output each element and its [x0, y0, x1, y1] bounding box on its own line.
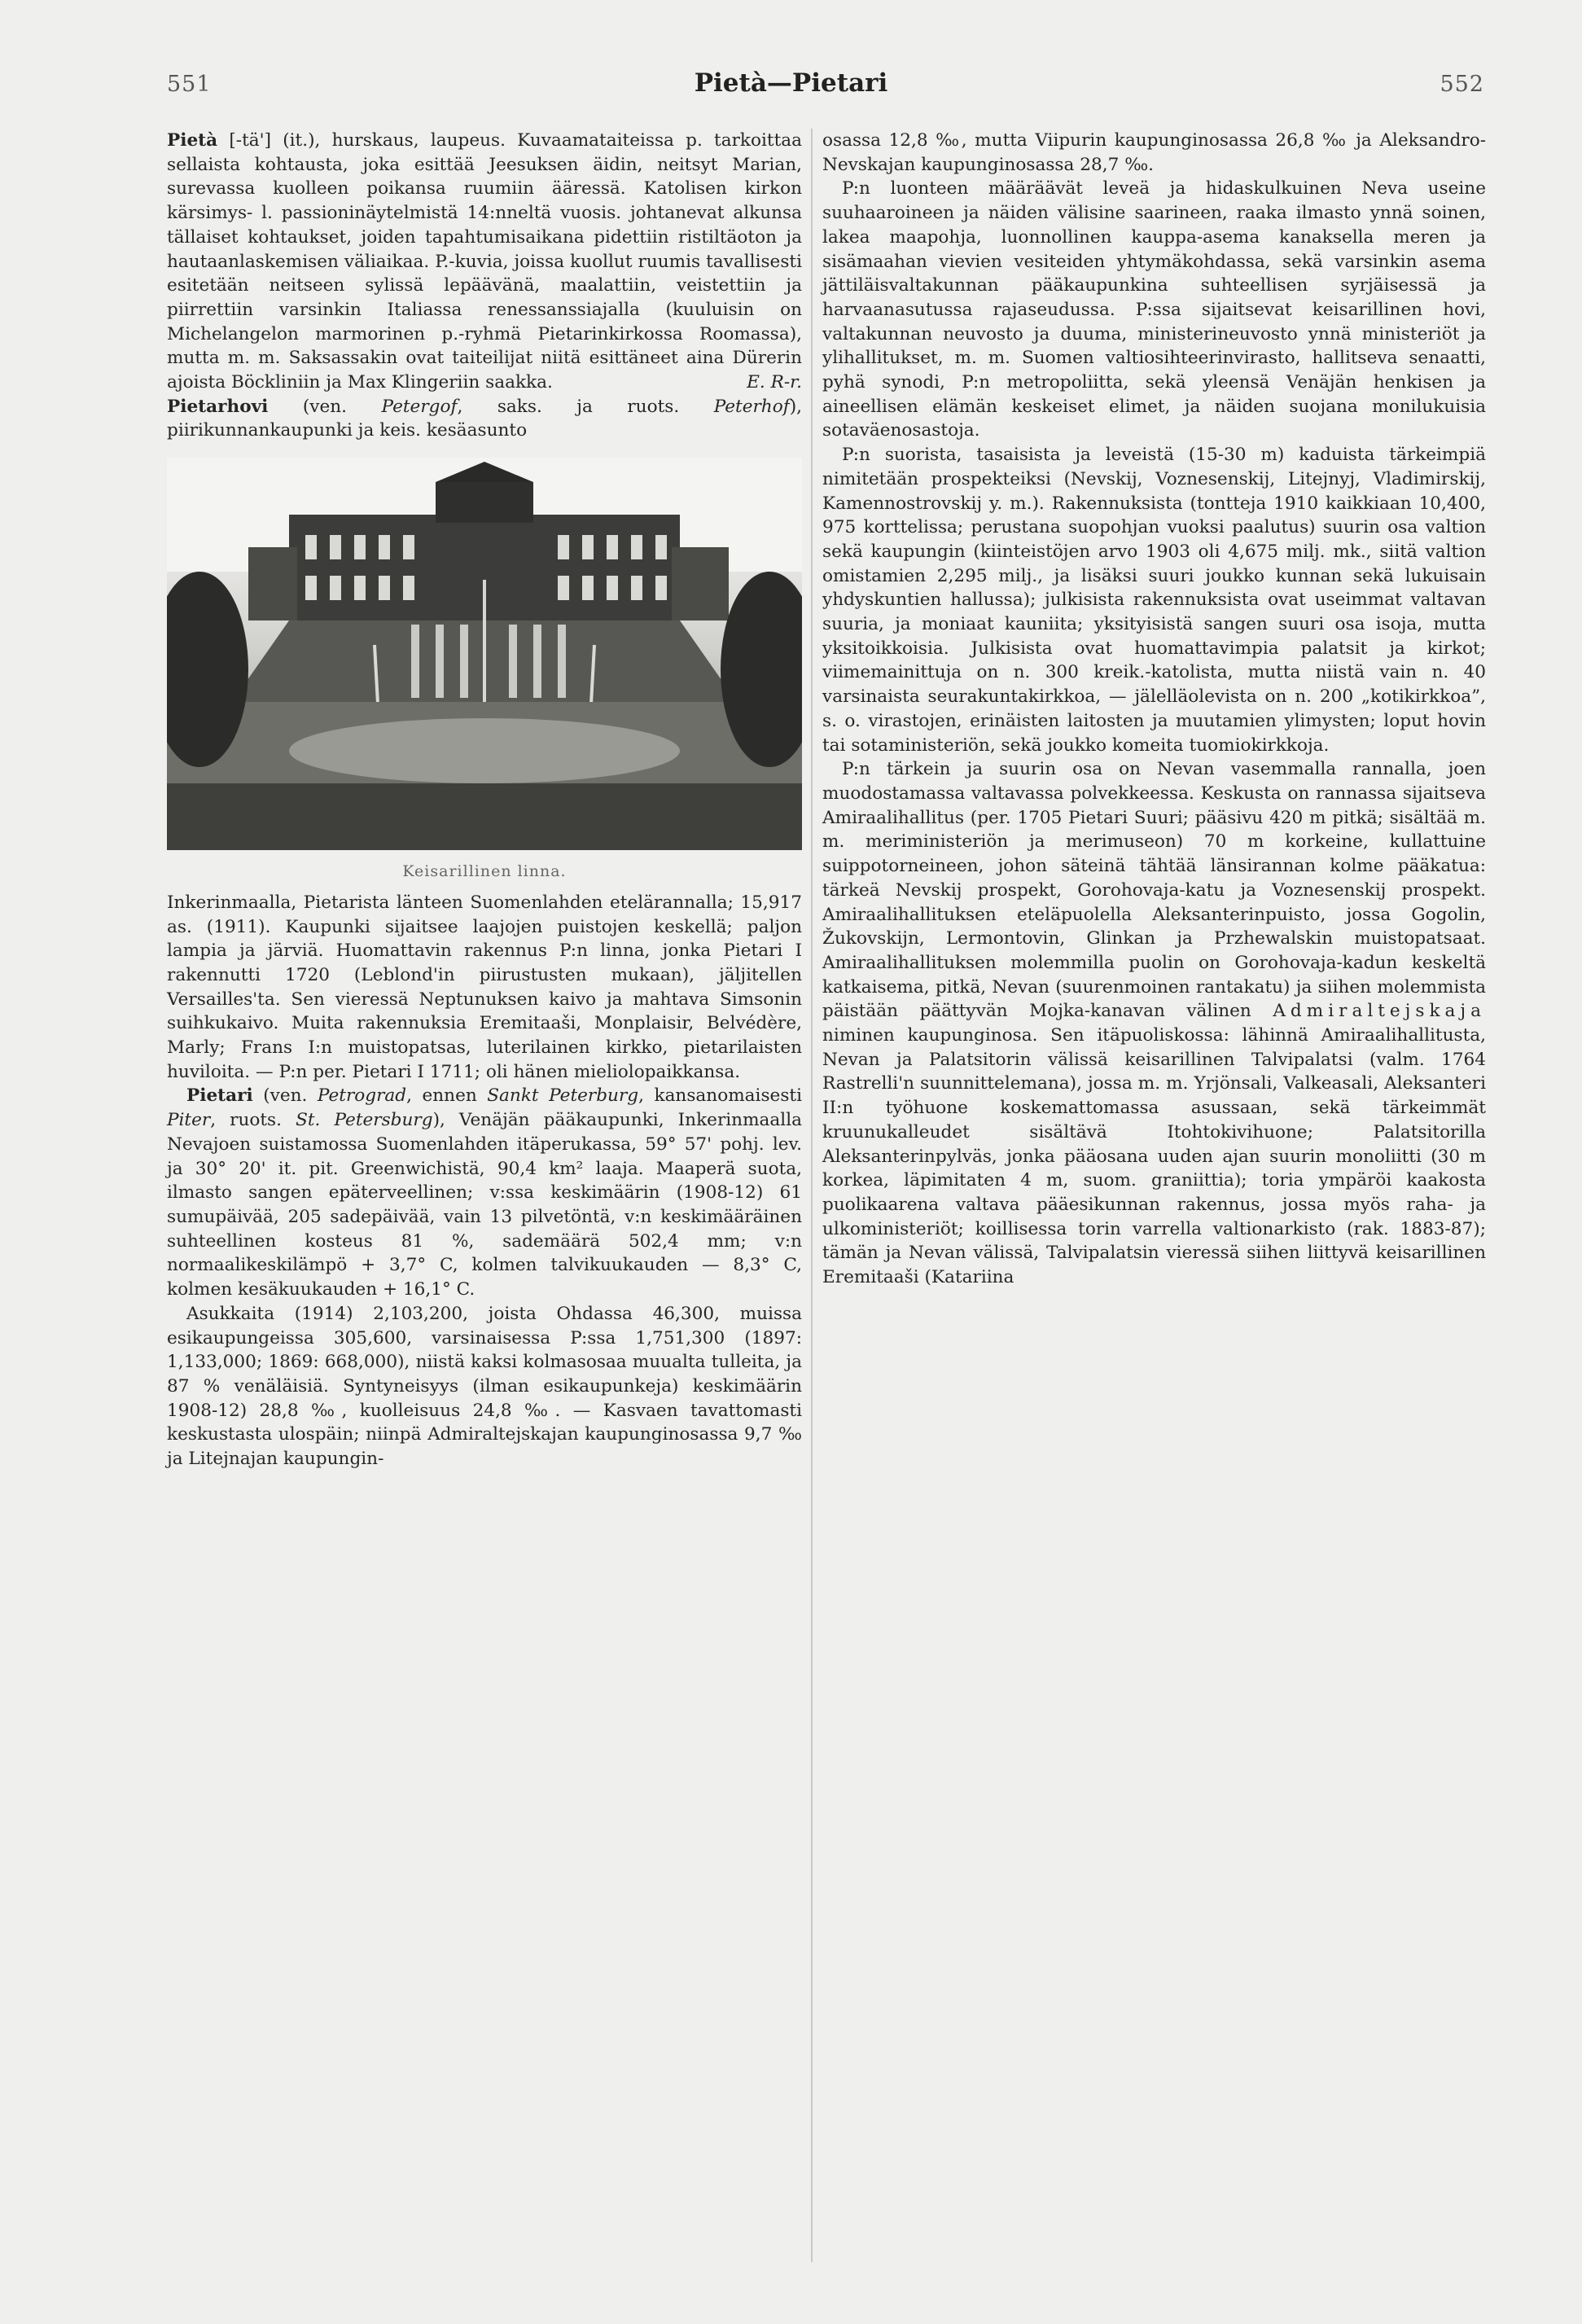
- headword-pietari: Pietari: [186, 1085, 253, 1107]
- page-number-left: 551: [167, 72, 212, 97]
- spaced-term: Admiraltejskaja: [1273, 1001, 1486, 1022]
- column-divider: [811, 129, 813, 2262]
- entry-pietarhovi-cont: Inkerinmaalla, Pietarista länteen Suomenlahden etelärannalla; 15,917 as. (1911). Kaupunki sijaitsee laajojen puistojen keskellä; paljon lampia ja järviä. Huomattavin rakennus P:n linna, jonka Pietari I rakennutti 1720 (Leblond'in piirustusten mukaan), jäljitellen Versailles'ta. Sen vieressä Neptunuksen kaivo ja mahtava Simsonin suihkukaivo. Muita rakennuksia Eremitaaši, Monplaisir, Belvédère, Marly; Frans I:n muistopatsas, luterilainen kirkko, pietarilaisten huviloita. — P:n per. Pietari I 1711; oli hänen mieliolopaikkansa.: [167, 892, 802, 1082]
- paragraph-1: osassa 12,8 ‰, mutta Viipurin kaupunginosassa 26,8 ‰ ja Aleksandro-Nevskajan kaupunginosassa 28,7 ‰.: [822, 130, 1486, 175]
- page-header: [0, 68, 1582, 112]
- entry-pietari: Pietari (ven. Petrograd, ennen Sankt Peterburg, kansanomaisesti Piter, ruots. St. Petersburg), Venäjän pääkaupunki, Inkerinmaalla Nevajoen suistamossa Suomenlahden itäperukassa, 59° 57' pohj. lev. ja 30° 20' it. pit. Greenwichistä, 90,4 km² laaja. Maaperä suota, ilmasto sangen epäterveellinen; v:ssa keskimäärin (1908-12) 61 sumupäivää, 205 sadepäivää, vain 13 pilvetöntä, v:n keskimääräinen suhteellinen kosteus 81 %, sademäärä 502,4 mm; v:n normaalikeskilämpö + 3,7° C, kolmen talvikuukauden — 8,3° C, kolmen kesäkuukauden + 16,1° C.: [167, 1085, 802, 1300]
- figure-caption: Keisarillinen linna.: [402, 862, 567, 881]
- headword-pieta: Pietà: [167, 130, 218, 151]
- entry-pieta: [167, 129, 802, 395]
- paragraph-2: P:n luonteen määräävät leveä ja hidaskulkuinen Neva useine suuhaaroineen ja näiden välisine saarineen, raaka ilmasto ynnä soinen, lakea maapohja, luonnollinen kauppa-asema kanaksella meren ja sisämaahan vievien vesiteiden yhtymäkohdassa, sekä varsinkin asema jättiläisvaltakunnan pääkaupunkina suhteellisen syrjäisessä ja harvaanasutussa rajaseudussa. P:ssa sijaitsevat keisarillinen hovi, valtakunnan neuvosto ja duuma, ministerineuvosto ynnä ministeriöt ja ylihallitukset, m. m. Suomen valtiosihteerinvirasto, hallitseva senaatti, pyhä synodi, P:n metropoliitta, sekä yleensä Venäjän henkisen ja aineellisen elämän keskeiset elimet, ja näiden suojana monilukuisia sotaväenosastoja.: [822, 178, 1486, 441]
- headword-pietarhovi: Pietarhovi: [167, 396, 269, 417]
- right-column: [822, 129, 1486, 1290]
- entry-signature: E. R-r.: [747, 372, 802, 393]
- paragraph-4: P:n tärkein ja suurin osa on Nevan vasemmalla rannalla, joen muodostamassa valtavassa polvekkeessa. Keskusta on rannassa sijaitseva Amiraalihallitus (per. 1705 Pietari Suuri; pääsivu 420 m pitkä; sisältää m. m. meriministeriön ja merimuseon) 70 m korkeine, kullattuine suippotorneineen, johon säteinä tähtää länsirannan kolme pääkatua: tärkeä Nevskij prospekt, Gorohovaja-katu ja Voznesenskij prospekt. Amiraalihallituksen eteläpuolella Aleksanterinpuisto, jossa Gogolin, Žukovskijn, Lermontovin, Glinkan ja Przhewalskin muistopatsaat. Amiraalihallituksen molemmilla puolin on Gorohovaja-kadun keskeltä katkaisema, pitkä, Nevan (suurenmoinen rantakatu) ja siihen molemmista päistään päättyvän Mojka-kanavan välinen Admiraltejskaja niminen kaupunginosa. Sen itäpuoliskossa: lähinnä Amiraalihallitusta, Nevan ja Palatsitorin välissä keisarillinen Talvipalatsi (valm. 1764 Rastrelli'n suunnittelemana), jossa m. m. Yrjönsali, Valkeasali, Aleksanteri II:n työhuone koskemattomassa asussaan, sekä tärkeimmät kruunukalleudet sisältävä Itohtokivihuone; Palatsitorilla Aleksanterinpylväs, jonka pääosana uuden ajan suurin monoliitti (30 m korkea, läpimitaten 4 m, suom. graniittia); toria ympäröi kaakosta puolikaarena valtava pääesikunnan rakennus, jossa myös raha- ja ulkoministeriöt; koillisessa torin varrella valtionarkisto (rak. 1883-87); tämän ja Nevan välissä, Talvipalatsin vieressä siihen liittyvä keisarillinen Eremitaaši (Katariina: [822, 759, 1486, 1288]
- left-column: [167, 129, 802, 1471]
- palace-illustration: [167, 458, 802, 850]
- entry-pietari-population: Asukkaita (1914) 2,103,200, joista Ohdassa 46,300, muissa esikaupungeissa 305,600, varsinaisessa P:ssa 1,751,300 (1897: 1,133,000; 1869: 668,000), niistä kaksi kolmasosaa muualta tulleita, ja 87 % venäläisiä. Syntyneisyys (ilman esikaupunkeja) keskimäärin 1908-12) 28,8 ‰, kuolleisuus 24,8 ‰. — Kasvaen tavattomasti keskustasta ulospäin; niinpä Admiraltejskajan kaupunginosassa 9,7 ‰ ja Litejnajan kaupungin-: [167, 1303, 802, 1470]
- entry-pieta-text: [-tä'] (it.), hurskaus, laupeus. Kuvaamataiteissa p. tarkoittaa sellaista kohtausta, joka esittää Jeesuksen äidin, neitsyt Marian, surevassa kuolleen poikansa ruumiin ääressä. Katolisen kirkon kärsimys- l. passioninäytelmistä 14:nneltä vuosis. johtanevat alkunsa tällaiset kohtaukset, joiden tapahtumisaikana pidettiin ristiltäoton ja hautaanlaskemisen väliaikaa. P.-kuvia, joissa kuollut ruumis tavallisesti esitetään neitseen sylissä lepäävänä, maalattiin, veistettiin ja piirrettiin varsinkin Italiassa renessanssiajalla (kuuluisin on Michelangelon marmorinen p.-ryhmä Pietarinkirkossa Roomassa), mutta m. m. Saksassakin ovat taiteilijat niitä esittäneet aina Dürerin ajoista Böckliniin ja Max Klingeriin saakka.: [167, 130, 802, 393]
- paragraph-3: P:n suorista, tasaisista ja leveistä (15-30 m) kaduista tärkeimpiä nimitetään prospekteiksi (Nevskij, Voznesenskij, Litejnyj, Vladimirskij, Kamennostrovskij y. m.). Rakennuksista (tontteja 1910 kaikkiaan 10,400, 975 korttelissa; perustana suopohjan vuoksi paalutus) suurin osa valtion sekä kaupungin (kiinteistöjen arvo 1903 oli 4,675 milj. mk., siitä valtion omistamien 2,295 milj., ja lisäksi suuri joukko kunnan sekä lukuisain yhdyskuntien hallussa); julkisista rakennuksista ovat useimmat valtavan suuria, ja moniaat kauniita; yksityisistä sangen suuri osa isoja, mutta yksitoikkoisia. Julkisista ovat huomattavimpia palatsit ja kirkot; viimemainittuja on n. 300 kreik.-katolista, mutta niistä vain n. 40 varsinaista seurakuntakirkkoa, — jälelläolevista on n. 200 „kotikirkkoa”, s. o. virastojen, erinäisten laitosten ja muutamien ylimysten; loput hovin tai sotaministeriön, sekä joukko komeita tuomiokirkkoja.: [822, 445, 1486, 756]
- running-title: Pietà—Pietari: [694, 68, 888, 98]
- page-number-right: 552: [1440, 72, 1484, 97]
- palace-figure: [167, 458, 802, 884]
- palace-photo: [167, 458, 802, 850]
- entry-pietarhovi: Pietarhovi (ven. Petergof, saks. ja ruots. Peterhof), piirikunnankaupunki ja keis. kesäasunto: [167, 396, 803, 441]
